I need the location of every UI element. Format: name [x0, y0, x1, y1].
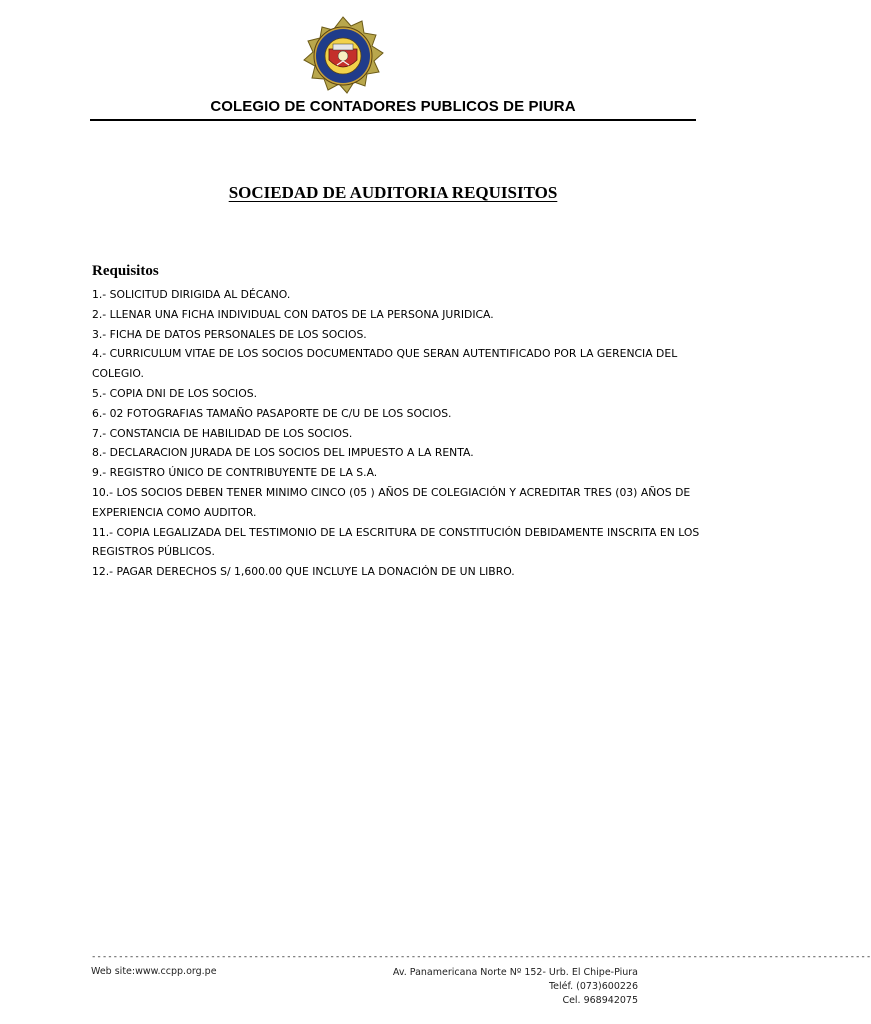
list-item: 12.- PAGAR DERECHOS S/ 1,600.00 QUE INCLUYE LA DONACIÓN DE UN LIBRO.	[92, 565, 515, 579]
requirements-list	[92, 285, 700, 582]
ccpp-seal-icon	[302, 16, 384, 98]
footer-separator: ------------------------------------------------------------------------------------------------------------------------------------------------	[91, 952, 871, 962]
organization-name: COLEGIO DE CONTADORES PUBLICOS DE PIURA	[210, 98, 576, 115]
list-item: 8.- DECLARACION JURADA DE LOS SOCIOS DEL IMPUESTO A LA RENTA.	[92, 446, 474, 460]
footer-contact	[393, 966, 638, 1008]
list-item: 4.- CURRICULUM VITAE DE LOS SOCIOS DOCUMENTADO QUE SERAN AUTENTIFICADO POR LA GERENCIA DEL COLEGIO.	[92, 347, 678, 381]
list-item: 9.- REGISTRO ÚNICO DE CONTRIBUYENTE DE LA S.A.	[92, 466, 378, 480]
list-item: 11.- COPIA LEGALIZADA DEL TESTIMONIO DE LA ESCRITURA DE CONSTITUCIÓN DEBIDAMENTE INSCRITA EN LOS REGISTROS PÚBLICOS.	[92, 525, 700, 559]
header-divider	[90, 119, 696, 121]
list-item: 1.- SOLICITUD DIRIGIDA AL DÉCANO.	[92, 288, 291, 301]
list-item: 5.- COPIA DNI DE LOS SOCIOS.	[92, 386, 258, 400]
list-item: 3.- FICHA DE DATOS PERSONALES DE LOS SOCIOS.	[92, 327, 367, 341]
list-item: 6.- 02 FOTOGRAFIAS TAMAÑO PASAPORTE DE C/U DE LOS SOCIOS.	[92, 406, 452, 420]
section-heading: Requisitos	[92, 263, 159, 279]
list-item: 2.- LLENAR UNA FICHA INDIVIDUAL CON DATOS DE LA PERSONA JURIDICA.	[92, 307, 494, 321]
footer-cell: Cel. 968942075	[562, 995, 638, 1006]
document-title: SOCIEDAD DE AUDITORIA REQUISITOS	[228, 183, 558, 202]
footer-address: Av. Panamericana Norte Nº 152- Urb. El Chipe-Piura	[392, 967, 638, 978]
footer-website: Web site:www.ccpp.org.pe	[91, 966, 217, 977]
footer-phone: Teléf. (073)600226	[548, 981, 638, 992]
list-item: 10.- LOS SOCIOS DEBEN TENER MINIMO CINCO (05 ) AÑOS DE COLEGIACIÓN Y ACREDITAR TRES (03) AÑOS DE EXPERIENCIA COMO AUDITOR.	[92, 485, 691, 519]
list-item: 7.- CONSTANCIA DE HABILIDAD DE LOS SOCIOS.	[92, 426, 353, 440]
